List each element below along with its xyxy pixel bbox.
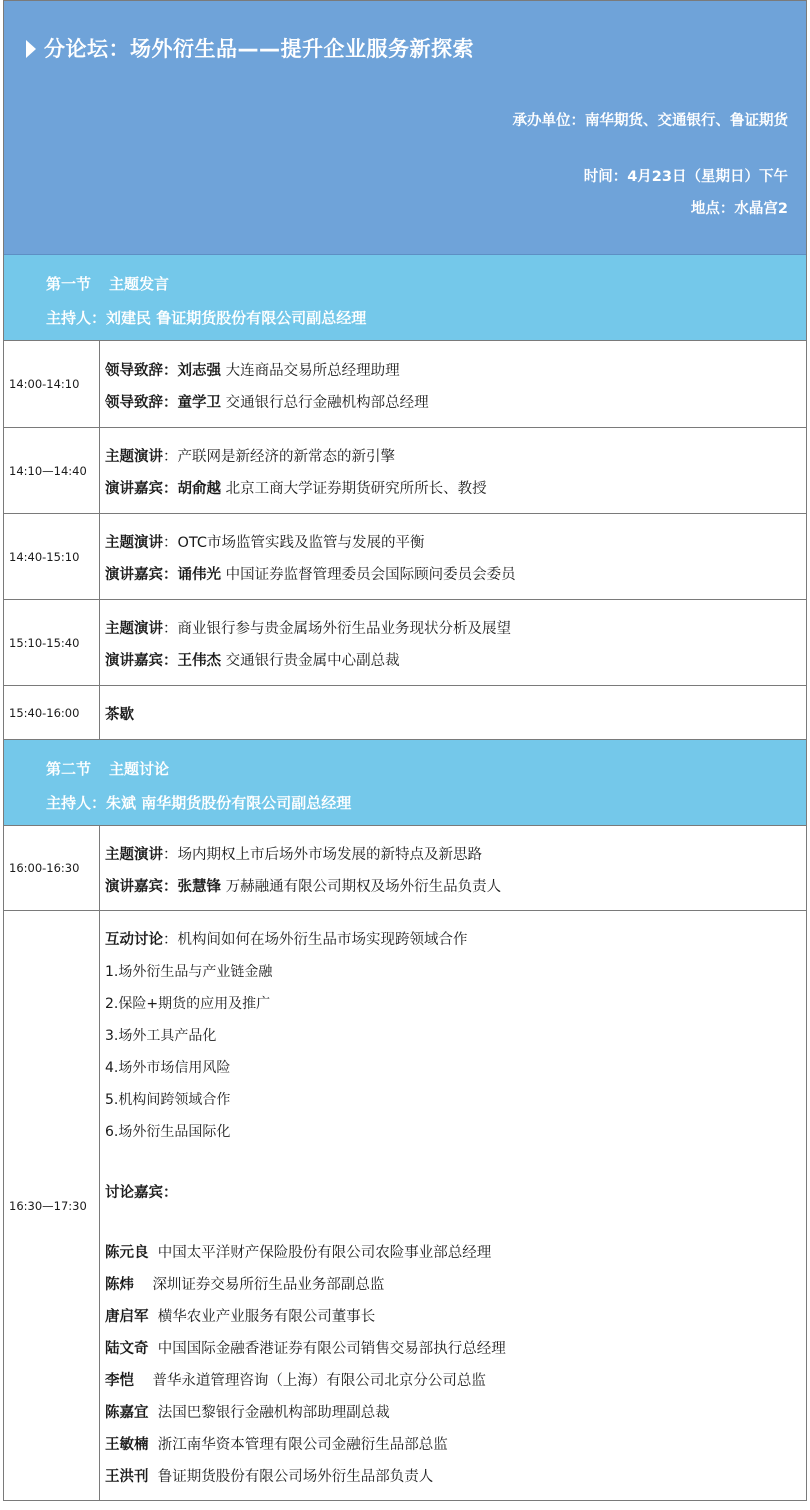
guest-line	[105, 1401, 390, 1422]
row-line	[105, 531, 425, 552]
discussion-title	[105, 928, 468, 949]
section-2-label: 第二节	[46, 760, 92, 778]
guest-name: 陈炜	[105, 1277, 134, 1293]
schedule-row-discussion	[4, 911, 806, 1500]
line-label: 演讲嘉宾：	[105, 567, 178, 583]
row-line	[105, 843, 482, 864]
row-content	[100, 341, 806, 427]
line-label: 演讲嘉宾：	[105, 481, 178, 497]
guest-line	[105, 1305, 375, 1326]
guest-name: 李恺	[105, 1373, 134, 1389]
line-name: 刘志强	[177, 363, 221, 379]
schedule-row-4	[4, 600, 806, 686]
schedule-row-2	[4, 428, 806, 514]
schedule-row-break	[4, 686, 806, 740]
row-line	[105, 477, 487, 498]
row-line	[105, 445, 395, 466]
guest-text: 鲁证期货股份有限公司场外衍生品部负责人	[157, 1469, 434, 1485]
forum-header	[4, 1, 806, 255]
section-1-title	[46, 273, 169, 294]
guest-text: 中国国际金融香港证券有限公司销售交易部执行总经理	[157, 1341, 506, 1357]
line-name: 诵伟光	[177, 567, 221, 583]
line-text: ：机构间如何在场外衍生品市场实现跨领域合作	[163, 932, 468, 948]
section-2-host: 主持人：朱斌 南华期货股份有限公司副总经理	[46, 794, 352, 812]
triangle-bullet-icon	[26, 40, 36, 58]
line-text: 大连商品交易所总经理助理	[225, 363, 400, 379]
section-2-header	[4, 740, 806, 826]
agenda-table	[3, 0, 807, 1501]
guest-line	[105, 1241, 491, 1262]
line-text: ：OTC市场监管实践及监管与发展的平衡	[163, 535, 425, 551]
row-content	[100, 826, 806, 910]
discussion-topic: 3.场外工具产品化	[105, 1028, 217, 1044]
line-label: 领导致辞：	[105, 395, 178, 411]
section-1-label: 第一节	[46, 275, 92, 293]
row-line	[105, 617, 511, 638]
row-time: 16:30—17:30	[4, 911, 100, 1500]
line-name: 王伟杰	[177, 653, 221, 669]
line-text: ：商业银行参与贵金属场外衍生品业务现状分析及展望	[163, 621, 511, 637]
guest-text: 横华农业产业服务有限公司董事长	[157, 1309, 376, 1325]
line-label: 演讲嘉宾：	[105, 653, 178, 669]
guest-line	[105, 1433, 448, 1454]
guest-name: 王敏楠	[105, 1437, 149, 1453]
line-label: 演讲嘉宾：	[105, 879, 178, 895]
row-time: 16:00-16:30	[4, 826, 100, 910]
row-content	[100, 514, 806, 599]
row-time: 14:10—14:40	[4, 428, 100, 513]
guest-line	[105, 1465, 433, 1486]
guest-name: 陈嘉宜	[105, 1405, 149, 1421]
row-line	[105, 359, 400, 380]
line-text: ：场内期权上市后场外市场发展的新特点及新思路	[163, 847, 482, 863]
organizer-text: 承办单位：南华期货、交通银行、鲁证期货	[512, 113, 788, 129]
row-content	[100, 600, 806, 685]
section-2-title	[46, 758, 169, 779]
forum-title	[26, 33, 474, 63]
guest-text: 法国巴黎银行金融机构部助理副总裁	[157, 1405, 390, 1421]
row-time: 14:00-14:10	[4, 341, 100, 427]
section-1-host: 主持人：刘建民 鲁证期货股份有限公司副总经理	[46, 309, 367, 327]
line-text: ：产联网是新经济的新常态的新引擎	[163, 449, 395, 465]
line-text: 交通银行贵金属中心副总裁	[225, 653, 400, 669]
row-line	[105, 563, 516, 584]
discussion-topic: 1.场外衍生品与产业链金融	[105, 964, 273, 980]
guest-line	[105, 1337, 506, 1358]
line-text: 中国证券监督管理委员会国际顾问委员会委员	[225, 567, 516, 583]
line-label: 主题演讲	[105, 449, 163, 465]
discussion-topic: 6.场外衍生品国际化	[105, 1124, 231, 1140]
guest-text: 中国太平洋财产保险股份有限公司农险事业部总经理	[157, 1245, 492, 1261]
row-content	[100, 428, 806, 513]
guest-line	[105, 1273, 384, 1294]
guest-line	[105, 1369, 486, 1390]
guest-name: 陈元良	[105, 1245, 149, 1261]
line-label: 讨论嘉宾：	[105, 1185, 178, 1201]
discussion-topic: 5.机构间跨领域合作	[105, 1092, 231, 1108]
guest-text: 深圳证券交易所衍生品业务部副总监	[152, 1277, 385, 1293]
location-text: 地点：水晶宫2	[690, 201, 788, 217]
guest-text: 浙江南华资本管理有限公司金融衍生品部总监	[157, 1437, 448, 1453]
discussion-topic: 4.场外市场信用风险	[105, 1060, 231, 1076]
section-1-header	[4, 255, 806, 341]
row-time: 15:10-15:40	[4, 600, 100, 685]
line-label: 领导致辞：	[105, 363, 178, 379]
time-text: 时间：4月23日（星期日）下午	[583, 169, 788, 185]
guest-name: 王洪刊	[105, 1469, 149, 1485]
guest-name: 唐启军	[105, 1309, 149, 1325]
line-label: 主题演讲	[105, 847, 163, 863]
schedule-row-5	[4, 826, 806, 911]
section-2-topic: 主题讨论	[109, 760, 170, 778]
row-content	[100, 911, 806, 1500]
guest-text: 普华永道管理咨询（上海）有限公司北京分公司总监	[152, 1373, 486, 1389]
row-line	[105, 703, 134, 724]
discussion-topic: 2.保险+期货的应用及推广	[105, 996, 271, 1012]
line-text: 交通银行总行金融机构部总经理	[225, 395, 429, 411]
row-line	[105, 391, 429, 412]
line-label: 主题演讲	[105, 535, 163, 551]
line-label: 互动讨论	[105, 932, 163, 948]
line-name: 童学卫	[177, 395, 221, 411]
line-label: 茶歇	[105, 707, 134, 723]
row-time: 15:40-16:00	[4, 686, 100, 739]
schedule-row-1	[4, 341, 806, 428]
guest-name: 陆文奇	[105, 1341, 149, 1357]
row-content	[100, 686, 806, 739]
section-1-topic: 主题发言	[109, 275, 170, 293]
line-name: 胡俞越	[177, 481, 221, 497]
line-label: 主题演讲	[105, 621, 163, 637]
line-text: 北京工商大学证券期货研究所所长、教授	[225, 481, 487, 497]
row-line	[105, 875, 501, 896]
row-line	[105, 649, 400, 670]
row-time: 14:40-15:10	[4, 514, 100, 599]
line-name: 张慧锋	[177, 879, 221, 895]
line-text: 万赫融通有限公司期权及场外衍生品负责人	[225, 879, 502, 895]
guests-label	[105, 1181, 178, 1202]
forum-title-text: 分论坛：场外衍生品——提升企业服务新探索	[44, 37, 474, 61]
schedule-row-3	[4, 514, 806, 600]
